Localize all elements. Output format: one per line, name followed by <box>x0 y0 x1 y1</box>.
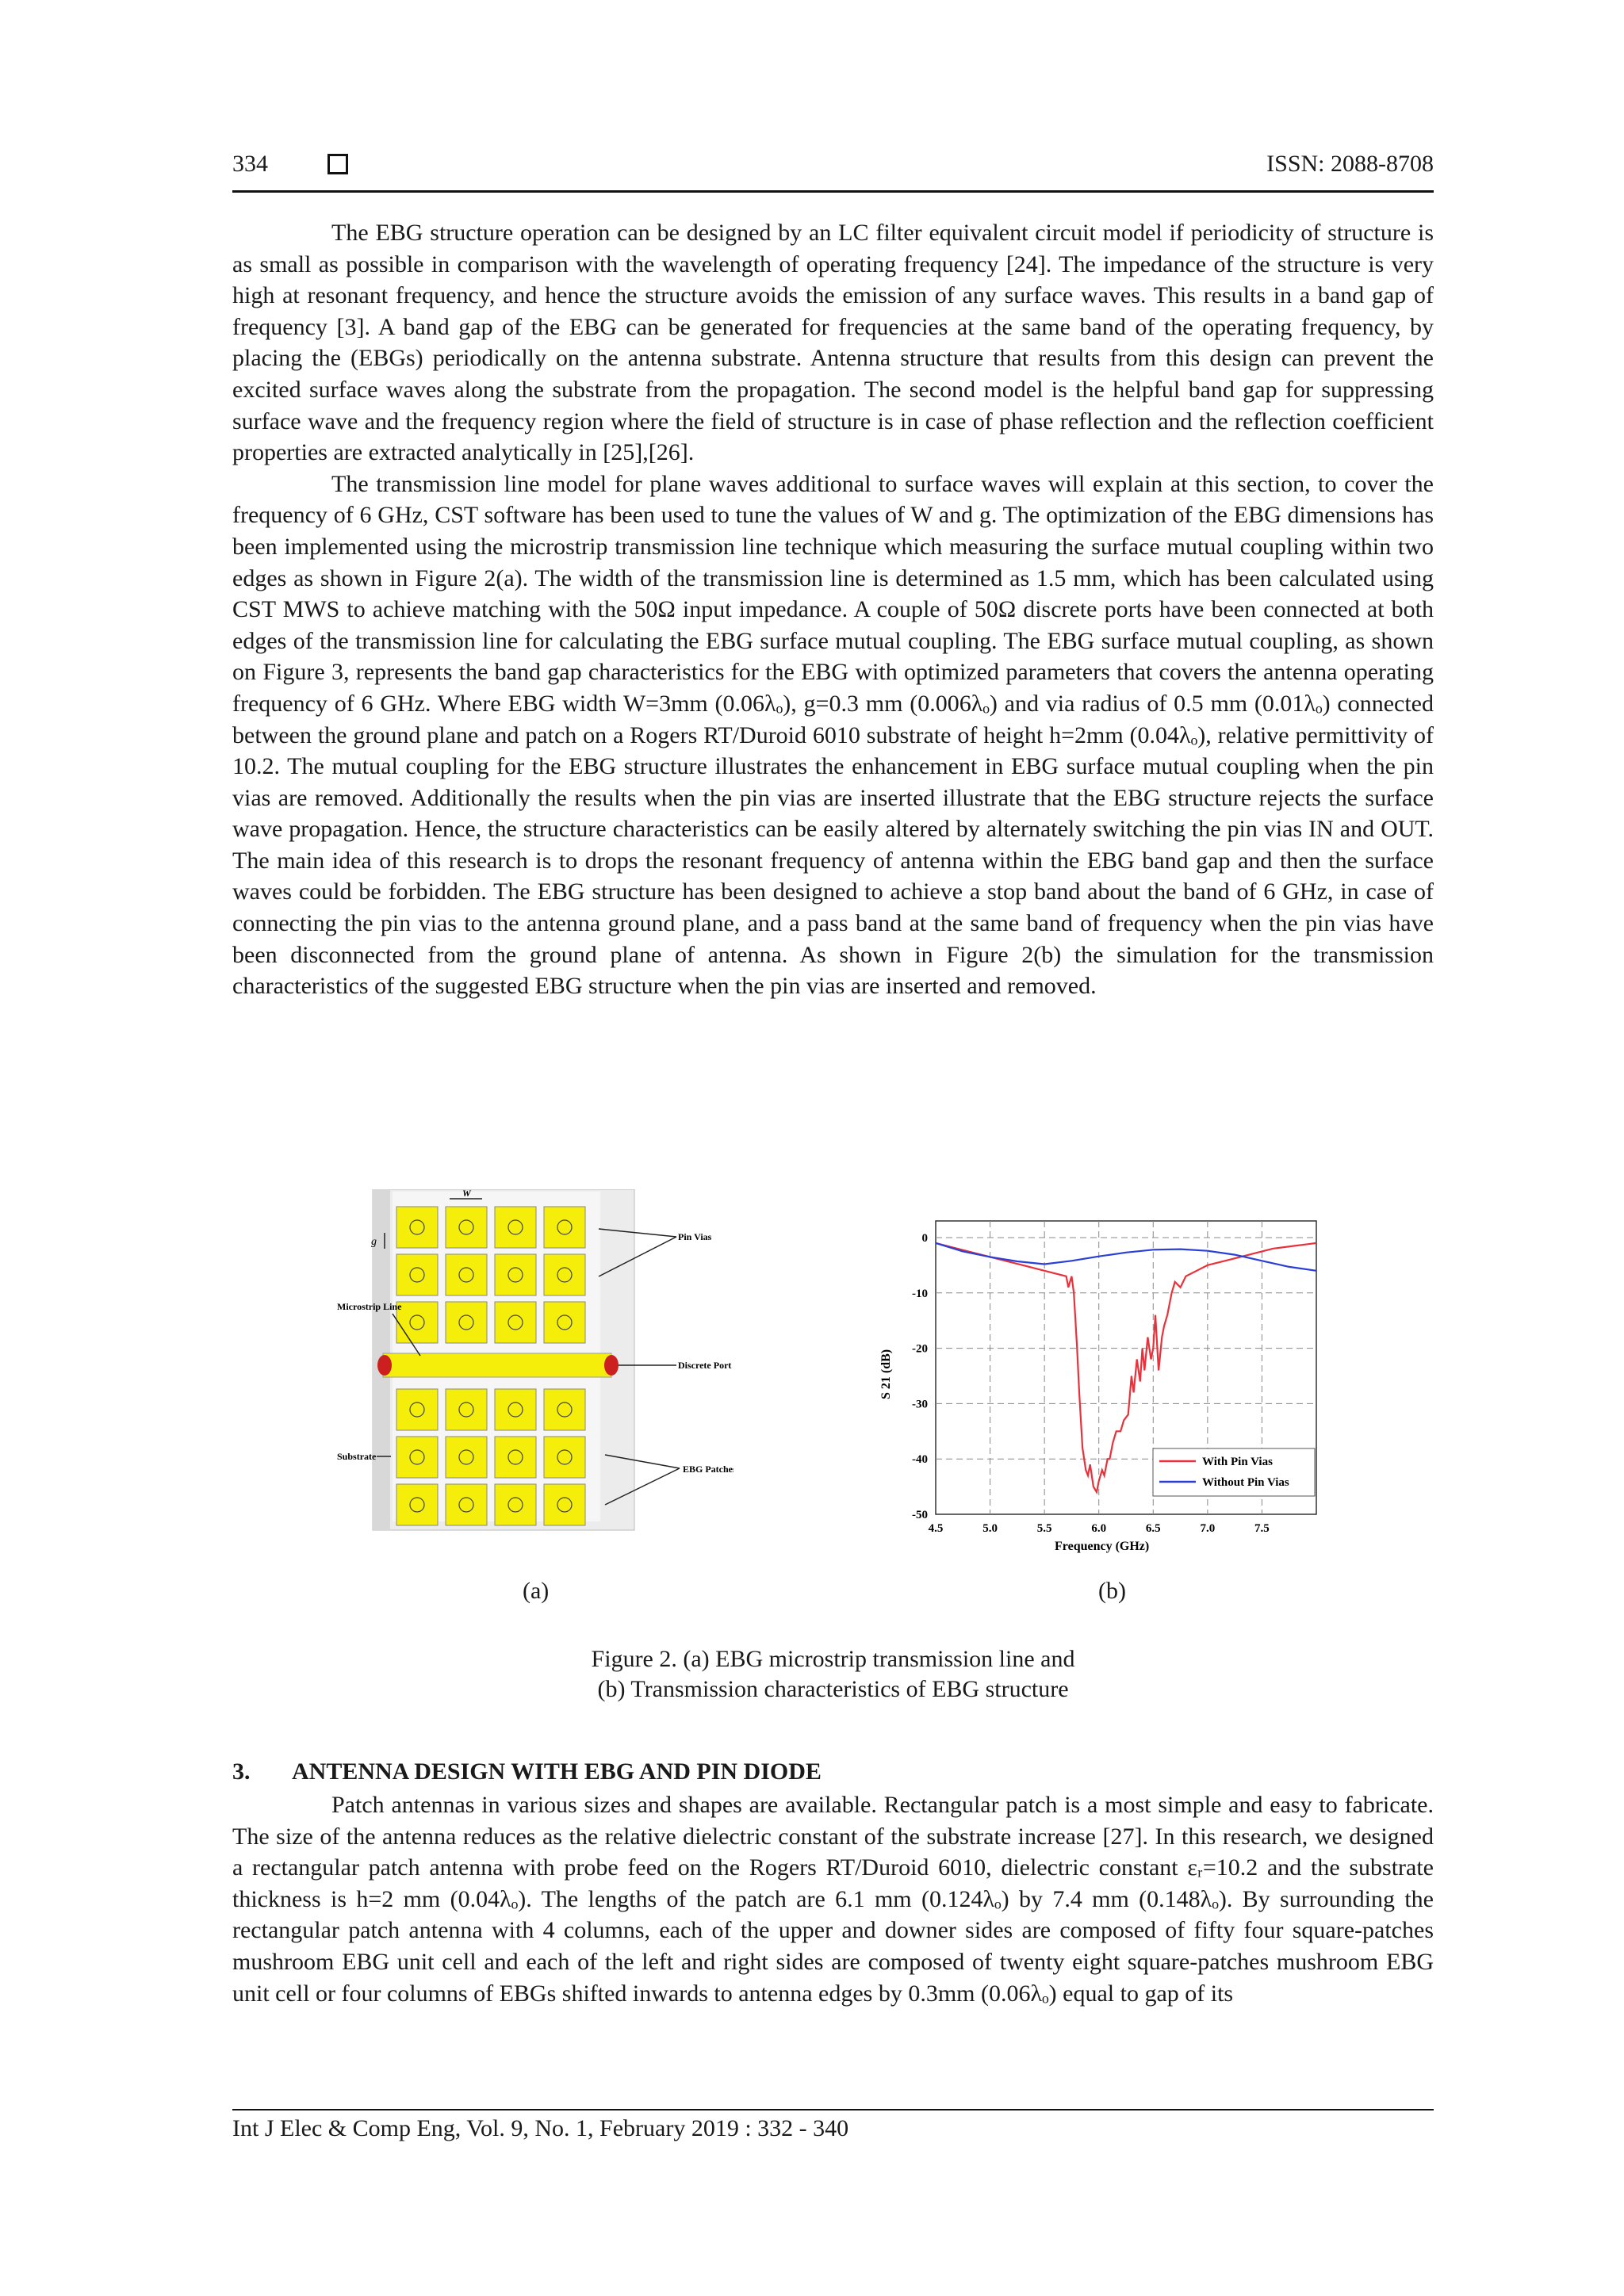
x-tick-label: 4.5 <box>928 1522 944 1535</box>
chart-legend <box>1153 1448 1315 1496</box>
ebg-patch-2-1 <box>446 1302 487 1343</box>
figure-caption <box>232 1644 1434 1705</box>
ebg-patch-2-0 <box>396 1302 438 1343</box>
substrate-label: Substrate <box>337 1451 377 1462</box>
ebg-patch-1-1 <box>446 1254 487 1295</box>
page-header <box>232 151 1434 192</box>
y-tick-label: -10 <box>912 1287 928 1300</box>
x-tick-label: 5.0 <box>982 1522 998 1535</box>
legend-with-pin-vias: With Pin Vias <box>1202 1456 1273 1468</box>
ebg-patch-1-2 <box>495 1254 536 1295</box>
figure-2a-label: (a) <box>523 1578 550 1604</box>
ebg-patch-0-3 <box>544 1207 585 1248</box>
ebg-patch-4-3 <box>544 1437 585 1478</box>
y-tick-label: 0 <box>921 1231 928 1245</box>
pin-vias-label: Pin Vias <box>678 1231 712 1242</box>
ebg-patch-3-2 <box>495 1389 536 1430</box>
ebg-patch-5-0 <box>396 1484 438 1525</box>
page-footer: Int J Elec & Comp Eng, Vol. 9, No. 1, February 2019 : 332 - 340 <box>232 2115 849 2141</box>
figure-2a <box>337 1189 733 1542</box>
section-3-paragraph: Patch antennas in various sizes and shapes are available. Rectangular patch is a most simple and easy to fabricate. The size of the antenna reduces as the relative dielectric constant of the substrate increase [27]. In this research, we designed a rectangular patch antenna with probe feed on the Rogers RT/Duroid 6010, dielectric constant εᵣ=10.2 and the substrate thickness is h=2 mm (0.04λₒ). The lengths of the patch are 6.1 mm (0.124λₒ) by 7.4 mm (0.148λₒ). By surrounding the rectangular patch antenna with 4 columns, each of the upper and downer sides are composed of fifty four square-patches mushroom EBG unit cell and each of the left and right sides are composed of twenty eight square-patches mushroom EBG unit cell or four columns of EBGs shifted inwards to antenna edges by 0.3mm (0.06λₒ) equal to gap of its <box>232 1792 1434 2007</box>
x-tick-label: 6.0 <box>1091 1522 1107 1535</box>
ebg-patch-4-1 <box>446 1437 487 1478</box>
g-label: g <box>371 1236 377 1248</box>
legend-without-pin-vias: Without Pin Vias <box>1202 1476 1289 1489</box>
y-tick-label: -30 <box>912 1398 928 1411</box>
microstrip-label: Microstrip Line <box>337 1301 402 1312</box>
x-axis-label: Frequency (GHz) <box>1055 1540 1150 1553</box>
ebg-patch-5-2 <box>495 1484 536 1525</box>
y-tick-label: -40 <box>912 1453 928 1467</box>
ebg-patch-5-1 <box>446 1484 487 1525</box>
s21-chart <box>872 1193 1332 1570</box>
page-number: 334 <box>232 151 268 177</box>
figure-2b <box>872 1193 1332 1570</box>
ebg-patches-label: EBG Patches <box>683 1464 733 1475</box>
ebg-patch-4-2 <box>495 1437 536 1478</box>
body-paragraphs <box>232 217 1434 1002</box>
discrete-port-left <box>377 1355 392 1376</box>
section-3-heading <box>232 1758 822 1785</box>
ebg-patch-3-0 <box>396 1389 438 1430</box>
y-axis-label: S 21 (dB) <box>879 1349 893 1399</box>
discrete-port-label: Discrete Port <box>678 1360 732 1371</box>
ebg-patch-0-0 <box>396 1207 438 1248</box>
ebg-patch-2-2 <box>495 1302 536 1343</box>
footer-rule <box>232 2109 1434 2110</box>
x-tick-label: 6.5 <box>1145 1522 1161 1535</box>
header-rule <box>232 190 1434 193</box>
paragraph-2: The transmission line model for plane waves additional to surface waves will explain at this section, to cover the frequency of 6 GHz, CST software has been used to tune the values of W and g. The optimization of the EBG dimensions has been implemented using the microstrip transmission line technique which measuring the surface mutual coupling within two edges as shown in Figure 2(a). The width of the transmission line is determined as 1.5 mm, which has been calculated using CST MWS to achieve matching with the 50Ω input impedance. A couple of 50Ω discrete ports have been connected at both edges of the transmission line for calculating the EBG surface mutual coupling. The EBG surface mutual coupling, as shown on Figure 3, represents the band gap characteristics for the EBG with optimized parameters that covers the antenna operating frequency of 6 GHz. Where EBG width W=3mm (0.06λₒ), g=0.3 mm (0.006λₒ) and via radius of 0.5 mm (0.01λₒ) connected between the ground plane and patch on a Rogers RT/Duroid 6010 substrate of height h=2mm (0.04λₒ), relative permittivity of 10.2. The mutual coupling for the EBG structure illustrates the enhancement in EBG surface mutual coupling when the pin vias are removed. Additionally the results when the pin vias are inserted illustrate that the EBG structure rejects the surface wave propagation. Hence, the structure characteristics can be easily altered by alternately switching the pin vias IN and OUT. The main idea of this research is to drops the resonant frequency of antenna within the EBG band gap and then the surface waves could be forbidden. The EBG structure has been designed to achieve a stop band about the band of 6 GHz, in case of connecting the pin vias to the antenna ground plane, and a pass band at the same band of frequency when the pin vias have been disconnected from the ground plane of antenna. As shown in Figure 2(b) the simulation for the transmission characteristics of the suggested EBG structure when the pin vias are inserted and removed. <box>232 470 1434 1000</box>
ebg-patch-4-0 <box>396 1437 438 1478</box>
ebg-patch-0-1 <box>446 1207 487 1248</box>
figure-2b-label: (b) <box>1098 1578 1126 1604</box>
paragraph-1: The EBG structure operation can be designed by an LC filter equivalent circuit model if periodicity of structure is as small as possible in comparison with the wavelength of operating frequency [24]. The impedance of the structure is very high at resonant frequency, and hence the structure avoids the emission of any surface waves. This results in a band gap of frequency [3]. A band gap of the EBG can be generated for frequencies at the same band of the operating frequency, by placing the (EBGs) periodically on the antenna substrate. Antenna structure that results from this design can prevent the excited surface waves along the substrate from the propagation. The second model is the helpful band gap for suppressing surface wave and the frequency region where the field of structure is in case of phase reflection and the reflection coefficient properties are extracted analytically in [25],[26]. <box>232 220 1434 466</box>
section-number: 3. <box>232 1758 251 1785</box>
ebg-patch-3-1 <box>446 1389 487 1430</box>
ebg-patch-2-3 <box>544 1302 585 1343</box>
y-tick-label: -50 <box>912 1509 928 1521</box>
caption-line-2: (b) Transmission characteristics of EBG structure <box>597 1676 1069 1702</box>
ebg-patch-0-2 <box>495 1207 536 1248</box>
caption-line-1: Figure 2. (a) EBG microstrip transmission line and <box>591 1646 1075 1672</box>
x-tick-label: 7.0 <box>1200 1522 1216 1535</box>
microstrip-line <box>383 1353 611 1377</box>
x-tick-label: 5.5 <box>1036 1522 1052 1535</box>
ebg-patch-5-3 <box>544 1484 585 1525</box>
section-3-body <box>232 1789 1434 2009</box>
ebg-patch-3-3 <box>544 1389 585 1430</box>
ebg-patch-1-3 <box>544 1254 585 1295</box>
discrete-port-right <box>604 1355 619 1376</box>
ebg-microstrip-diagram <box>337 1189 733 1542</box>
issn: ISSN: 2088-8708 <box>1266 151 1434 177</box>
header-box-icon <box>327 154 348 174</box>
x-tick-label: 7.5 <box>1254 1522 1270 1535</box>
section-title: ANTENNA DESIGN WITH EBG AND PIN DIODE <box>292 1758 822 1785</box>
ebg-patch-1-0 <box>396 1254 438 1295</box>
y-tick-label: -20 <box>912 1342 928 1356</box>
w-label: W <box>462 1189 471 1199</box>
